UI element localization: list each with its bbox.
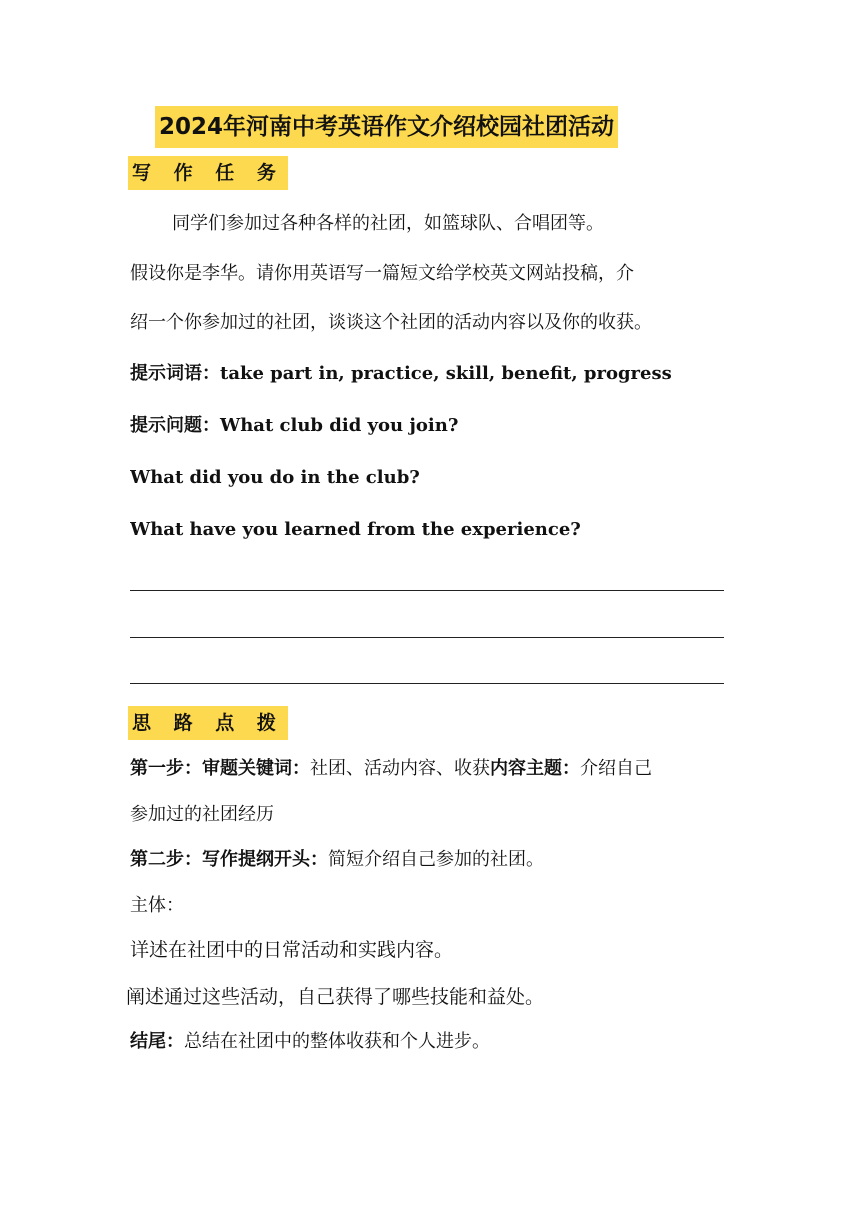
step1-theme-label: 内容主题： (490, 758, 580, 779)
hint-questions (130, 413, 730, 439)
ending-text: 总结在社团中的整体收获和个人进步。 (184, 1031, 490, 1052)
answer-blank-line-3 (130, 683, 724, 684)
hint-question-2: What did you do in the club? (130, 467, 420, 488)
step1-theme-a: 介绍自己 (580, 758, 652, 779)
answer-blank-line-2 (130, 637, 724, 638)
task-prompt-line-1: 假设你是李华。请你用英语写一篇短文给学校英文网站投稿，介 (130, 263, 634, 284)
hint-question-1: What club did you join? (220, 415, 459, 436)
answer-blank-line-1 (130, 590, 724, 591)
ending-line (130, 1029, 730, 1055)
step1-keywords: 社团、活动内容、收获 (310, 758, 490, 779)
hint-questions-label: 提示问题： (130, 415, 220, 436)
step1-line (130, 756, 730, 782)
step2-opening: 简短介绍自己参加的社团。 (328, 849, 544, 870)
page-title: 2024年河南中考英语作文介绍校园社团活动 (155, 106, 618, 148)
step1-label: 第一步：审题关键词： (130, 758, 310, 779)
task-intro: 同学们参加过各种各样的社团，如篮球队、合唱团等。 (172, 213, 604, 234)
section-heading-task: 写 作 任 务 (128, 156, 288, 190)
hint-words (130, 361, 730, 387)
hint-words-label: 提示词语： (130, 363, 220, 384)
ending-label: 结尾： (130, 1031, 184, 1052)
step2-line (130, 847, 730, 873)
section-heading-tips: 思 路 点 拨 (128, 706, 288, 740)
hint-words-text: take part in, practice, skill, benefit, progress (220, 363, 672, 384)
body-point-2: 阐述通过这些活动，自己获得了哪些技能和益处。 (126, 986, 545, 1008)
step2-label: 第二步：写作提纲开头： (130, 849, 328, 870)
body-label: 主体： (130, 895, 184, 916)
hint-question-3: What have you learned from the experience? (130, 519, 581, 540)
body-point-1: 详述在社团中的日常活动和实践内容。 (130, 939, 454, 961)
step1-theme-continued: 参加过的社团经历 (130, 804, 274, 825)
task-prompt-line-2: 绍一个你参加过的社团，谈谈这个社团的活动内容以及你的收获。 (130, 312, 652, 333)
